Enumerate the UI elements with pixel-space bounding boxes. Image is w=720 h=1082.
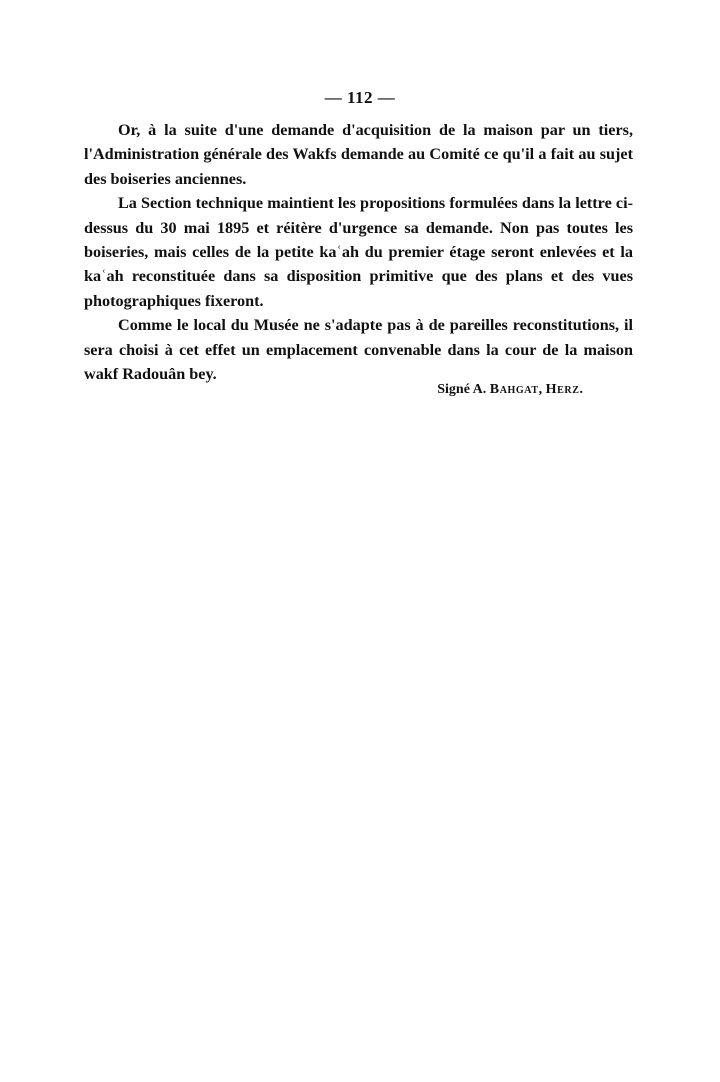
paragraph-3: Comme le local du Musée ne s'adapte pas à de pareilles reconstitutions, il sera choisi à cet effet un emplacement convenable dans la cour de la maison wakf Radouân bey. bbox=[84, 316, 633, 384]
body-text bbox=[84, 118, 633, 386]
signatory-bahgat: Bahgat bbox=[489, 382, 539, 397]
signature-suffix: . bbox=[579, 382, 583, 397]
paragraph-1: Or, à la suite d'une demande d'acquisition de la maison par un tiers, l'Administration générale des Wakfs demande au Comité ce qu'il a fait au sujet des boiseries anciennes. bbox=[84, 121, 633, 188]
paragraph-2: La Section technique maintient les propositions formulées dans la lettre ci-dessus du 30 mai 1895 et réitère d'urgence sa demande. Non pas toutes les boiseries, mais celles de la petite kaʿah du premier étage seront enlevées et la kaʿah reconstituée dans sa disposition primitive que des plans et des vues photographiques fixeront. bbox=[84, 194, 633, 310]
page-number: — 112 — bbox=[324, 88, 396, 107]
signatory-herz: Herz bbox=[545, 382, 580, 397]
signature-separator: , bbox=[538, 382, 546, 397]
signature-prefix: Signé A. bbox=[437, 382, 490, 397]
signature bbox=[360, 382, 583, 398]
